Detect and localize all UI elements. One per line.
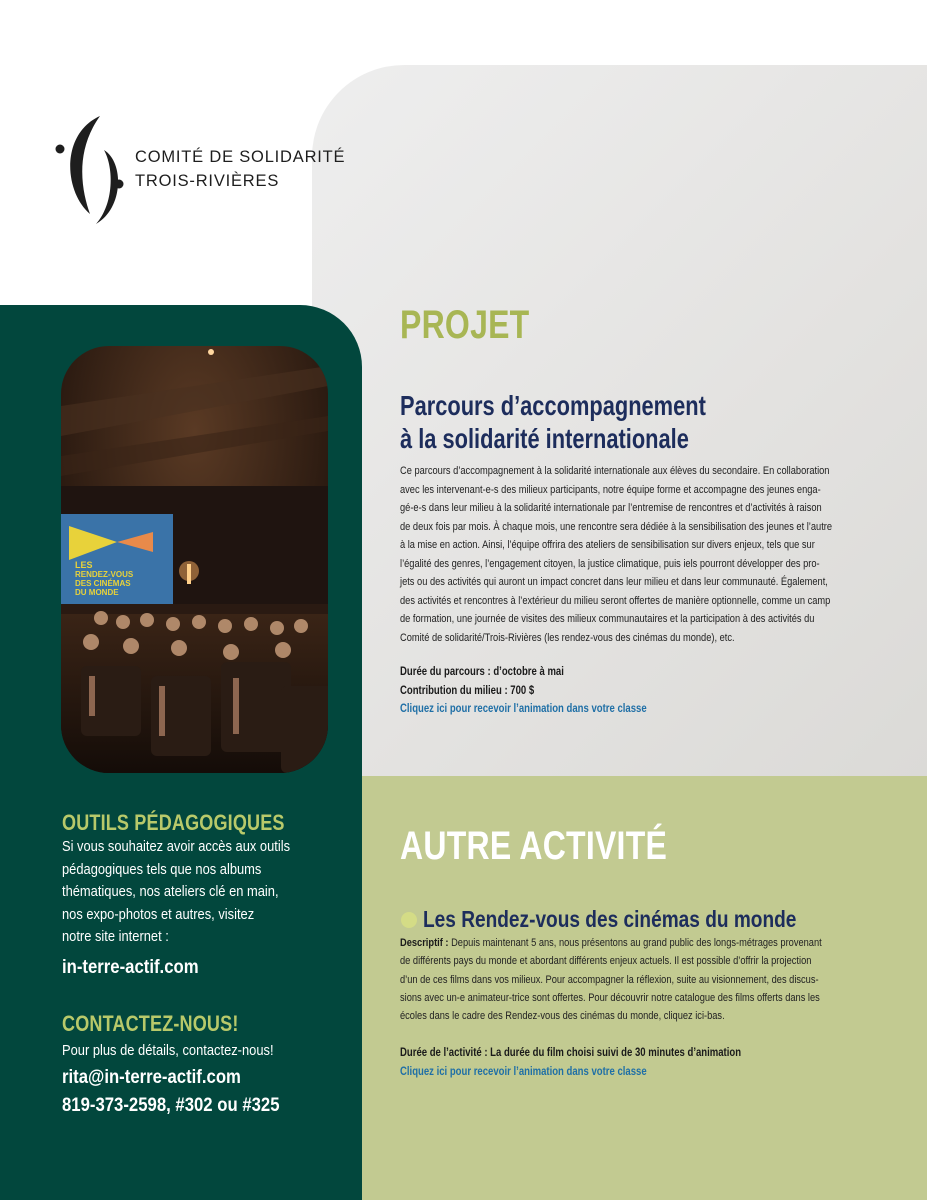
tools-text-line: notre site internet : xyxy=(62,928,169,945)
projet-text-line: gé-e-s dans leur milieu à la solidarité internationale par l’entremise de rencontres et d’activités à raison xyxy=(400,502,822,515)
contact-email-link[interactable]: rita@in-terre-actif.com xyxy=(62,1067,241,1088)
projet-text-line: l’égalité des genres, l’engagement citoyen, la justice climatique, puis iels pourront développer des pro- xyxy=(400,557,820,570)
screen-text-2: RENDEZ-VOUS xyxy=(75,570,134,579)
projet-duration: Durée du parcours : d’octobre à mai xyxy=(400,666,564,678)
projet-details xyxy=(400,663,647,719)
projet-cta-link[interactable]: Cliquez ici pour recevoir l’animation dans votre classe xyxy=(400,703,647,715)
event-description xyxy=(400,934,822,1025)
logo-text-line1: COMITÉ DE SOLIDARITÉ xyxy=(135,148,346,166)
tools-text-line: nos expo-photos et autres, visitez xyxy=(62,905,255,923)
event-duration: Durée de l’activité : La durée du film choisi suivi de 30 minutes d’animation xyxy=(400,1047,742,1059)
event-text-line: Depuis maintenant 5 ans, nous présentons au grand public des longs-métrages provenant xyxy=(448,937,822,949)
logo-text-line2: TROIS-RIVIÈRES xyxy=(135,172,280,190)
event-title-text: Les Rendez-vous des cinémas du monde xyxy=(423,906,797,932)
projet-text-line: de formation, une journée de visites des milieux communautaires et la participation à des activités du xyxy=(400,613,815,626)
event-title xyxy=(401,906,873,933)
projet-contribution: Contribution du milieu : 700 $ xyxy=(400,684,535,697)
event-details xyxy=(400,1044,741,1081)
autre-activite-heading: AUTRE ACTIVITÉ xyxy=(400,824,668,868)
website-link[interactable]: in-terre-actif.com xyxy=(62,957,199,978)
screen-text-4: DU MONDE xyxy=(75,588,119,597)
projet-title-line2: à la solidarité internationale xyxy=(400,423,689,454)
projet-text-line: avec les intervenant-e-s des milieux participants, notre équipe forme et accompagne des jeunes enga- xyxy=(400,483,821,496)
bullet-icon xyxy=(401,912,417,928)
projet-text-line: Ce parcours d’accompagnement à la solidarité internationale aux élèves du secondaire. En collaboration xyxy=(400,465,830,477)
screen-text-1: LES xyxy=(75,560,93,570)
projet-text-line: jets ou des activités qui auront un impact concret dans leur milieu et dans leur communauté. Également, xyxy=(400,576,828,589)
logo-mark-icon xyxy=(52,112,132,232)
screen-text-3: DES CINÉMAS xyxy=(75,579,131,588)
projet-text-line: des activités et rencontres à l’extérieur du milieu seront offertes de manière optionnelle, comme un camp xyxy=(400,594,831,607)
event-text-line: de différents pays du monde et abordant différents enjeux actuels. Il est possible d’offrir la projection xyxy=(400,955,812,968)
tools-heading: OUTILS PÉDAGOGIQUES xyxy=(62,810,285,835)
projet-title-line1: Parcours d’accompagnement xyxy=(400,390,706,421)
tools-text-line: Si vous souhaitez avoir accès aux outils xyxy=(62,838,291,855)
cinema-photo xyxy=(61,346,328,773)
event-text-line: d’un de ces films dans vos milieux. Pour accompagner la réflexion, suite au visionnement, des discus- xyxy=(400,973,819,986)
contact-phone: 819-373-2598, #302 ou #325 xyxy=(62,1095,280,1116)
event-text-line: sions avec un-e animateur-trice sont offertes. Pour découvrir notre catalogue des films offerts dans les xyxy=(400,991,820,1004)
desc-label: Descriptif : xyxy=(400,937,449,949)
tools-section xyxy=(62,810,334,836)
projet-text-line: à la mise en action. Ainsi, l’équipe offrira des ateliers de sensibilisation sur divers enjeux, tels que sur xyxy=(400,539,815,552)
tools-text-line: pédagogiques tels que nos albums xyxy=(62,860,262,878)
tools-text-line: thématiques, nos ateliers clé en main, xyxy=(62,883,279,900)
projet-description xyxy=(400,462,832,647)
event-cta-link[interactable]: Cliquez ici pour recevoir l’animation dans votre classe xyxy=(400,1065,647,1078)
event-text-line: écoles dans le cadre des Rendez-vous des cinémas du monde, cliquez ici-bas. xyxy=(400,1010,725,1023)
projet-heading: PROJET xyxy=(400,303,530,347)
organization-logo xyxy=(52,112,372,232)
contact-heading: CONTACTEZ-NOUS! xyxy=(62,1011,239,1036)
projet-text-line: Comité de solidarité/Trois-Rivières (les rendez-vous des cinémas du monde), etc. xyxy=(400,631,735,644)
projet-text-line: de deux fois par mois. À chaque mois, une rencontre sera dédiée à la sensibilisation des jeunes et l’autre xyxy=(400,520,833,533)
tools-text xyxy=(62,836,327,949)
projet-title xyxy=(400,389,706,455)
contact-text: Pour plus de détails, contactez-nous! xyxy=(62,1042,274,1059)
